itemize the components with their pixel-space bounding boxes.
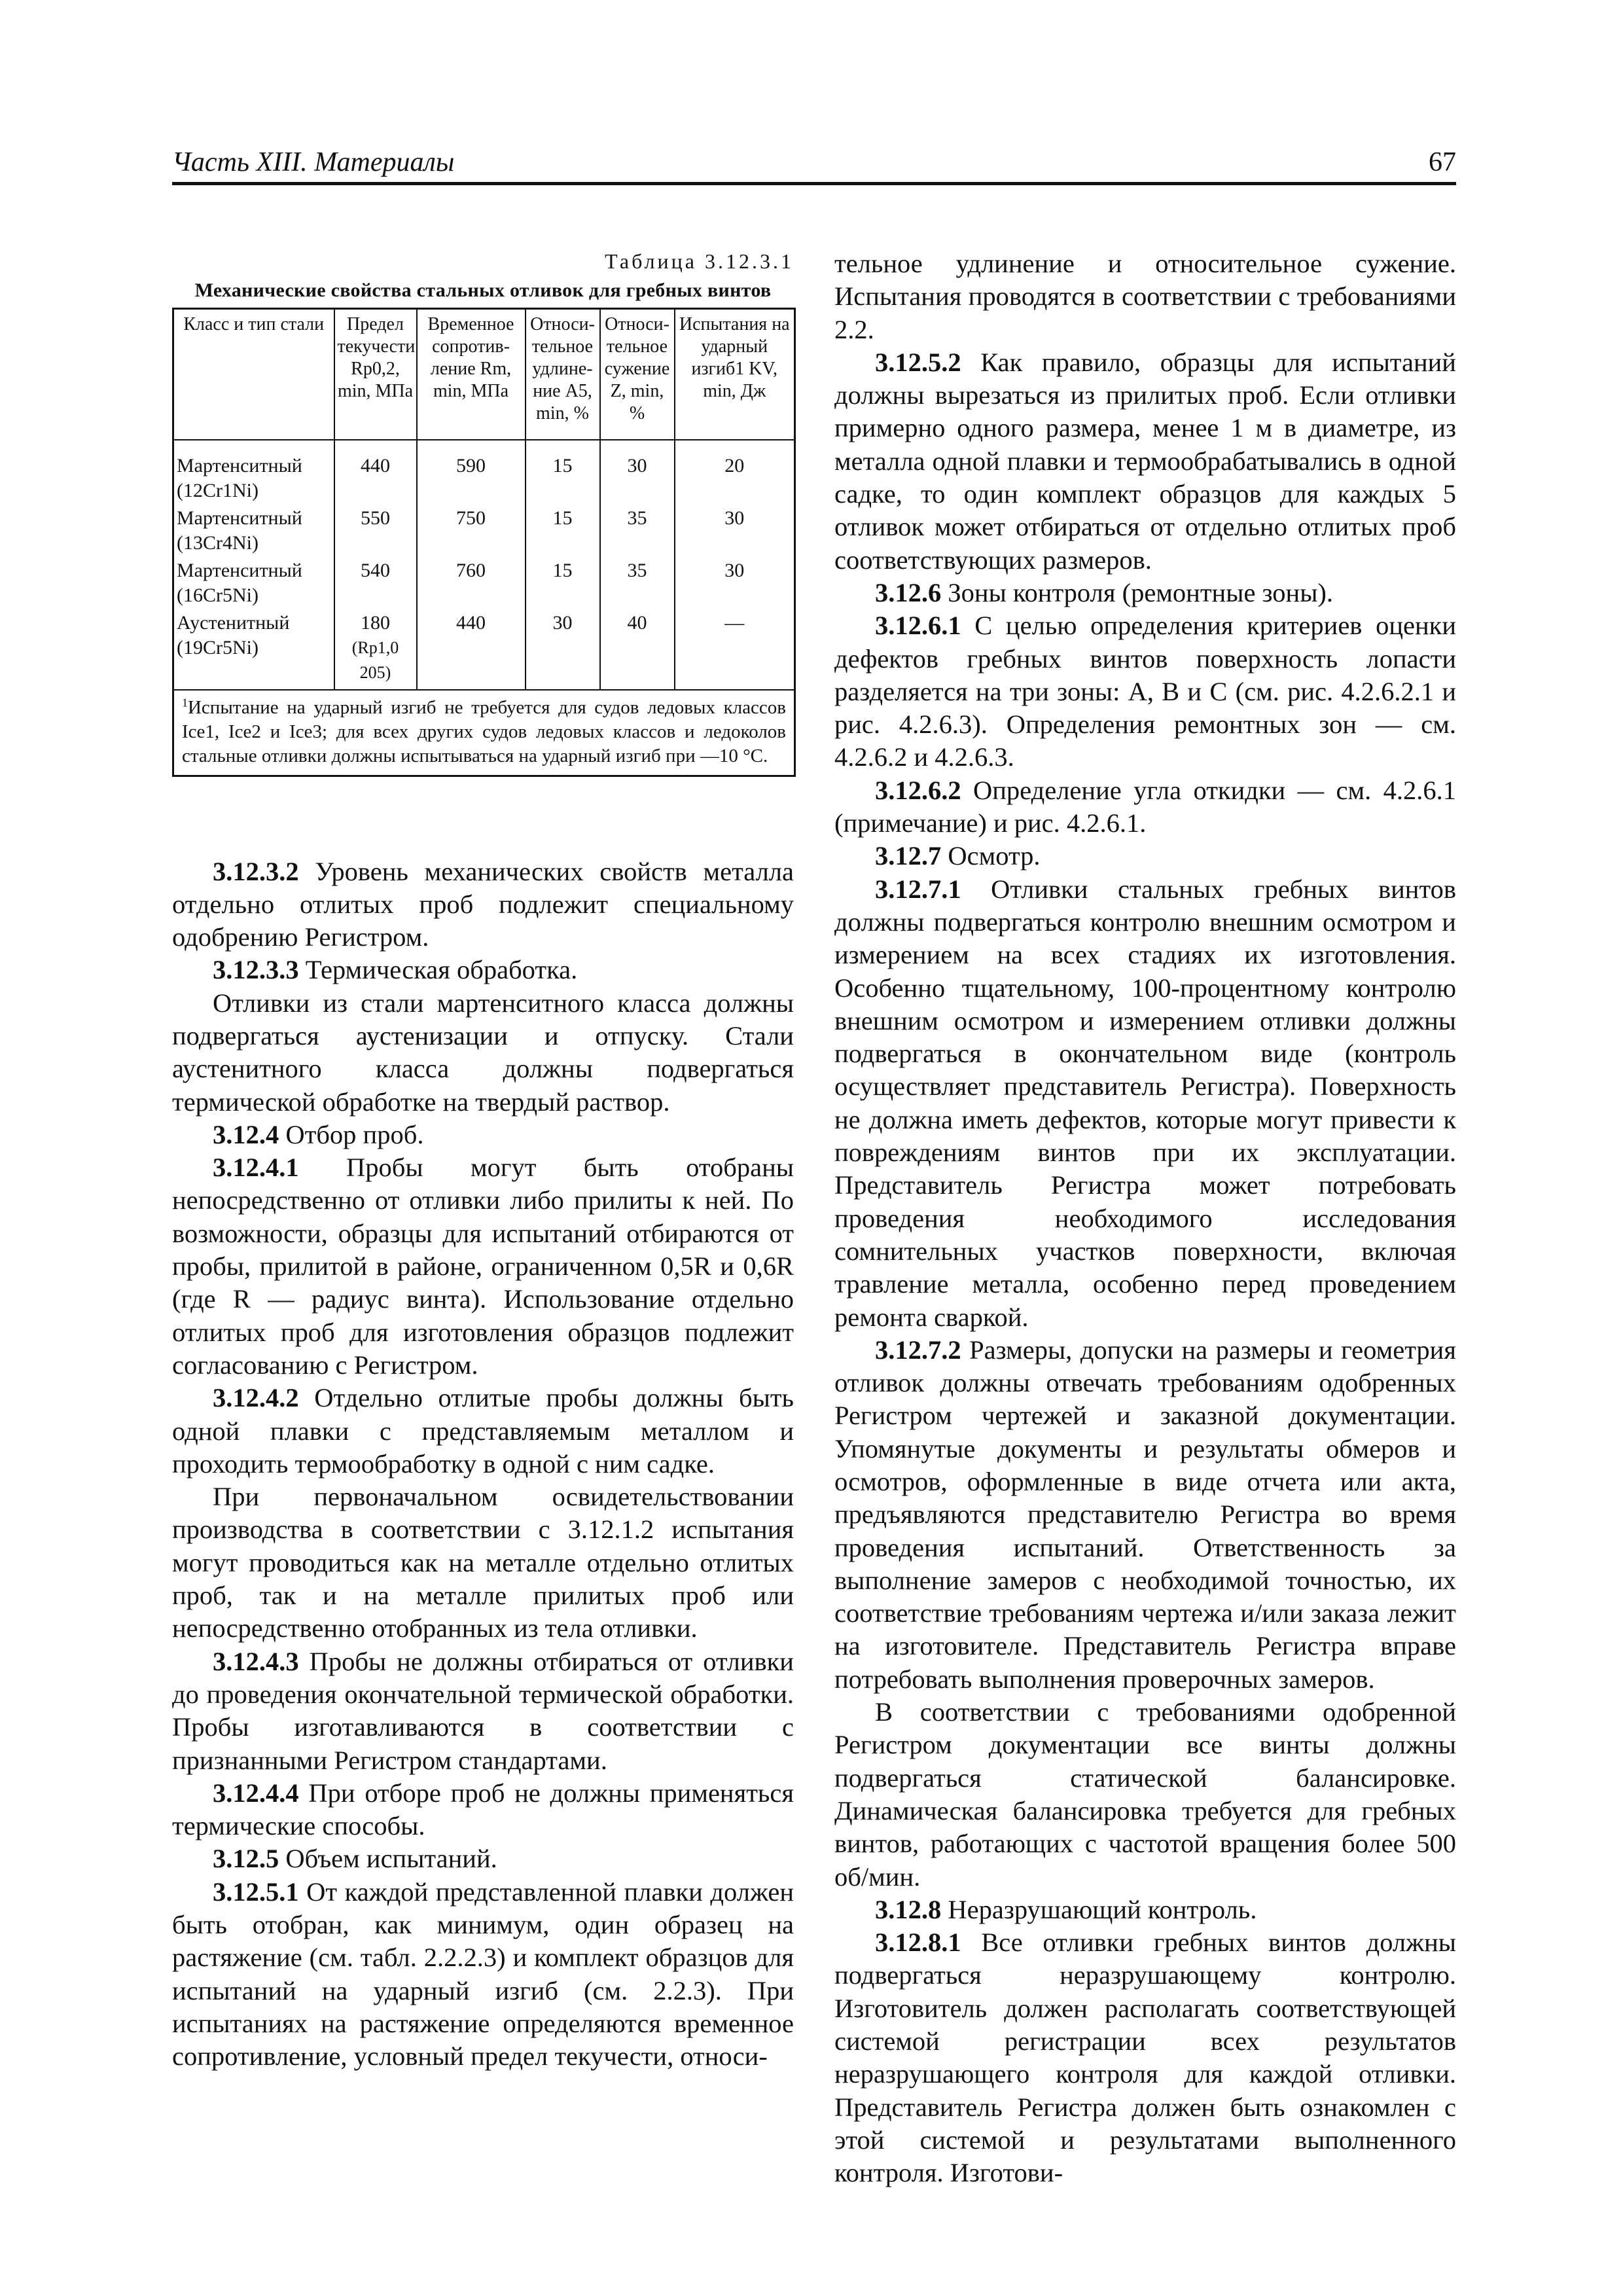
paragraph bbox=[172, 1777, 794, 1843]
paragraph-text: Как правило, образцы для испытаний должны вырезаться из прилитых проб. Если отливки примерно одного размера, менее 1 м в диаметре, из металла одной плавки и термообрабатывались в одной садке, то один комплект образцов для каждых 5 отливок может отбираться от отдельно отлитых проб соответствующих размеров. bbox=[834, 347, 1456, 575]
paragraph bbox=[834, 1696, 1456, 1893]
cell-steel-class: Мартенситный (12Cr1Ni) bbox=[173, 440, 334, 505]
col-header-a5: Относи-тельное удлине-ние A5, min, % bbox=[526, 309, 600, 440]
paragraph bbox=[172, 1645, 794, 1777]
paragraph-text: Определение угла откидки — см. 4.2.6.1 (примечание) и рис. 4.2.6.1. bbox=[834, 775, 1456, 838]
cell-elongation: 15 bbox=[526, 440, 600, 505]
properties-table bbox=[172, 308, 796, 777]
cell-yield-strength: 440 bbox=[334, 440, 417, 505]
col-header-kv: Испытания на ударный изгиб1 KV, min, Дж bbox=[675, 309, 795, 440]
page-number: 67 bbox=[1429, 147, 1456, 177]
paragraph-text: Неразрушающий контроль. bbox=[941, 1894, 1257, 1924]
cell-tensile-strength: 590 bbox=[417, 440, 526, 505]
section-number: 3.12.8.1 bbox=[875, 1928, 961, 1958]
table-title: Механические свойства стальных отливок для гребных винтов bbox=[194, 279, 772, 301]
paragraph-text: Пробы могут быть отобраны непосредственно от отливки либо прилиты к ней. По возможности, образцы для испытаний отбираются от пробы, прилитой в районе, ограниченном 0,5R и 0,6R (где R — радиус винта). Использование отдельно отлитых проб для изготовления образцов подлежит согласованию с Регистром. bbox=[172, 1153, 794, 1380]
paragraph-text: тельное удлинение и относительное сужение. Испытания проводятся в соответствии с требованиями 2.2. bbox=[834, 249, 1456, 344]
table-row bbox=[173, 505, 795, 557]
paragraph-text: Зоны контроля (ремонтные зоны). bbox=[941, 577, 1334, 607]
paragraph-text: От каждой представленной плавки должен быть отобран, как минимум, один образец на растяжение (см. табл. 2.2.2.3) и комплект образцов для испытаний на ударный изгиб (см. 2.2.3). При испытаниях на растяжение определяются временное сопротивление, условный предел текучести, относи- bbox=[172, 1876, 794, 2072]
cell-steel-class: Мартенситный (16Cr5Ni) bbox=[173, 557, 334, 609]
paragraph-text: При отборе проб не должны применяться термические способы. bbox=[172, 1778, 794, 1841]
paragraph-text: Отдельно отлитые пробы должны быть одной плавки с представляемым металлом и проходить термообработку в одной с ним садке. bbox=[172, 1383, 794, 1479]
cell-impact-energy: — bbox=[675, 609, 795, 690]
cell-impact-energy: 30 bbox=[675, 505, 795, 557]
col-header-z: Относи-тельное сужение Z, min, % bbox=[600, 309, 675, 440]
running-head bbox=[172, 143, 1456, 185]
section-number: 3.12.5.1 bbox=[213, 1876, 299, 1907]
cell-tensile-strength: 760 bbox=[417, 557, 526, 609]
cell-reduction-of-area: 35 bbox=[600, 505, 675, 557]
cell-reduction-of-area: 35 bbox=[600, 557, 675, 609]
section-number: 3.12.6.1 bbox=[875, 611, 961, 641]
section-number: 3.12.4.3 bbox=[213, 1646, 299, 1676]
cell-reduction-of-area: 40 bbox=[600, 609, 675, 690]
paragraph-text: С целью определения критериев оценки дефектов гребных винтов поверхность лопасти разделяется на три зоны: A, B и C (см. рис. 4.2.6.2.1 и рис. 4.2.6.3). Определения ремонтных зон — см. 4.2.6.2 и 4.2.6.3. bbox=[834, 611, 1456, 772]
paragraph bbox=[172, 1382, 794, 1480]
paragraph bbox=[172, 1876, 794, 2073]
paragraph-text: Отливки из стали мартенситного класса должны подвергаться аустенизации и отпуску. Стали аустенитного класса должны подвергаться термической обработке на твердый раствор. bbox=[172, 988, 794, 1117]
paragraph bbox=[834, 577, 1456, 609]
paragraph-text: Уровень механических свойств металла отдельно отлитых проб подлежит специальному одобрению Регистром. bbox=[172, 856, 794, 952]
left-text bbox=[172, 855, 794, 2073]
paragraph-text: Размеры, допуски на размеры и геометрия отливок должны отвечать требованиям одобренных Регистром чертежей и заказной документации. Упомянутые документы и результаты обмеров и осмотров, оформленные в виде отчета или акта, предъявляются представителю Регистра во время проведения испытаний. Ответственность за выполнение замеров с необходимой точностью, их соответствие требованиям чертежа и/или заказа лежит на изготовителе. Представитель Регистра вправе потребовать выполнения проверочных замеров. bbox=[834, 1335, 1456, 1694]
paragraph bbox=[834, 774, 1456, 840]
paragraph bbox=[172, 1480, 794, 1645]
paragraph bbox=[834, 873, 1456, 1334]
section-number: 3.12.7.1 bbox=[875, 874, 961, 904]
paragraph bbox=[834, 840, 1456, 872]
section-number: 3.12.7 bbox=[875, 841, 942, 871]
paragraph bbox=[172, 855, 794, 954]
paragraph-text: Все отливки гребных винтов должны подвергаться неразрушающему контролю. Изготовитель должен располагать соответствующей системой регистрации всех результатов неразрушающего контроля для каждой отливки. Представитель Регистра должен быть ознакомлен с этой системой и результатами выполненного контроля. Изготови- bbox=[834, 1928, 1456, 2188]
paragraph bbox=[172, 987, 794, 1119]
paragraph bbox=[172, 954, 794, 986]
paragraph-text: Термическая обработка. bbox=[298, 955, 578, 985]
cell-yield-strength: 540 bbox=[334, 557, 417, 609]
paragraph bbox=[172, 1151, 794, 1382]
paragraph-text: Пробы не должны отбираться от отливки до проведения окончательной термической обработки. Пробы изготавливаются в соответствии с признанными Регистром стандартами. bbox=[172, 1646, 794, 1775]
paragraph bbox=[834, 346, 1456, 577]
running-head-title: Часть XIII. Материалы bbox=[172, 147, 455, 177]
table-row bbox=[173, 609, 795, 690]
left-column bbox=[172, 247, 794, 2073]
paragraph bbox=[172, 1119, 794, 1151]
section-number: 3.12.4.2 bbox=[213, 1383, 299, 1413]
cell-impact-energy: 30 bbox=[675, 557, 795, 609]
paragraph bbox=[172, 1842, 794, 1875]
paragraph bbox=[834, 609, 1456, 774]
section-number: 3.12.7.2 bbox=[875, 1335, 961, 1365]
table-footnote-text: Испытание на ударный изгиб не требуется для судов ледовых классов Ice1, Ice2 и Ice3; для всех других судов ледовых классов и ледоколов стальные отливки должны испытываться на ударный изгиб при —10 °С. bbox=[182, 696, 786, 766]
section-number: 3.12.4 bbox=[213, 1119, 279, 1149]
cell-steel-class: Аустенитный (19Cr5Ni) bbox=[173, 609, 334, 690]
cell-impact-energy: 20 bbox=[675, 440, 795, 505]
paragraph bbox=[834, 1334, 1456, 1696]
cell-reduction-of-area: 30 bbox=[600, 440, 675, 505]
right-column bbox=[834, 247, 1456, 2190]
paragraph-text: Осмотр. bbox=[941, 841, 1041, 871]
table-row bbox=[173, 440, 795, 505]
paragraph-text: Отливки стальных гребных винтов должны подвергаться контролю внешним осмотром и измерением на всех стадиях их изготовления. Особенно тщательному, 100-процентному контролю внешним осмотром и измерением отливки должны подвергаться в окончательном виде (контроль осуществляет представитель Регистра). Поверхность не должна иметь дефектов, которые могут привести к повреждениям винтов при их эксплуатации. Представитель Регистра может потребовать проведения необходимого исследования сомнительных участков поверхности, включая травление металла, особенно перед проведением ремонта сваркой. bbox=[834, 874, 1456, 1332]
cell-tensile-strength: 750 bbox=[417, 505, 526, 557]
section-number: 3.12.5.2 bbox=[875, 347, 961, 377]
cell-yield-strength: 550 bbox=[334, 505, 417, 557]
cell-elongation: 15 bbox=[526, 505, 600, 557]
paragraph bbox=[834, 1893, 1456, 1926]
table-row bbox=[173, 557, 795, 609]
table-footnote: $^1$Испытание на ударный изгиб не требуется для судов ледовых классов Ice1, Ice2 и Ice3; для всех других судов ледовых классов и ледоколов стальные отливки должны испытываться на ударный изгиб при —10 °С. bbox=[173, 690, 795, 776]
section-number: 3.12.6 bbox=[875, 577, 942, 607]
section-number: 3.12.4.1 bbox=[213, 1153, 299, 1183]
section-number: 3.12.6.2 bbox=[875, 775, 961, 805]
paragraph-text: При первоначальном освидетельствовании производства в соответствии с 3.12.1.2 испытания могут проводиться как на металле отдельно отлитых проб, так и на металле прилитых проб или непосредственно отобранных из тела отливки. bbox=[172, 1482, 794, 1643]
cell-yield-strength bbox=[334, 609, 417, 690]
table-caption: Таблица 3.12.3.1 bbox=[605, 249, 794, 273]
section-number: 3.12.3.2 bbox=[213, 856, 299, 886]
cell-elongation: 15 bbox=[526, 557, 600, 609]
section-number: 3.12.5 bbox=[213, 1844, 279, 1874]
section-number: 3.12.3.3 bbox=[213, 955, 299, 985]
paragraph bbox=[834, 247, 1456, 346]
paragraph-text: Объем испытаний. bbox=[279, 1844, 497, 1874]
paragraph bbox=[834, 1926, 1456, 2189]
col-header-rp: Предел текучести Rp0,2, min, МПа bbox=[334, 309, 417, 440]
section-number: 3.12.8 bbox=[875, 1894, 942, 1924]
paragraph-text: Отбор проб. bbox=[279, 1119, 424, 1149]
right-text bbox=[834, 247, 1456, 2190]
col-header-class: Класс и тип стали bbox=[173, 309, 334, 440]
paragraph-text: В соответствии с требованиями одобренной Регистром документации все винты должны подвергаться статической балансировке. Динамическая балансировка требуется для гребных винтов, работающих с частотой вращения более 500 об/мин. bbox=[834, 1697, 1456, 1892]
cell-tensile-strength: 440 bbox=[417, 609, 526, 690]
cell-yield-value: 180 bbox=[361, 611, 390, 634]
cell-elongation: 30 bbox=[526, 609, 600, 690]
section-number: 3.12.4.4 bbox=[213, 1778, 299, 1808]
cell-steel-class: Мартенситный (13Cr4Ni) bbox=[173, 505, 334, 557]
col-header-rm: Временное сопротив-ление Rm, min, МПа bbox=[417, 309, 526, 440]
cell-yield-note: (Rp1,0 205) bbox=[351, 637, 399, 682]
